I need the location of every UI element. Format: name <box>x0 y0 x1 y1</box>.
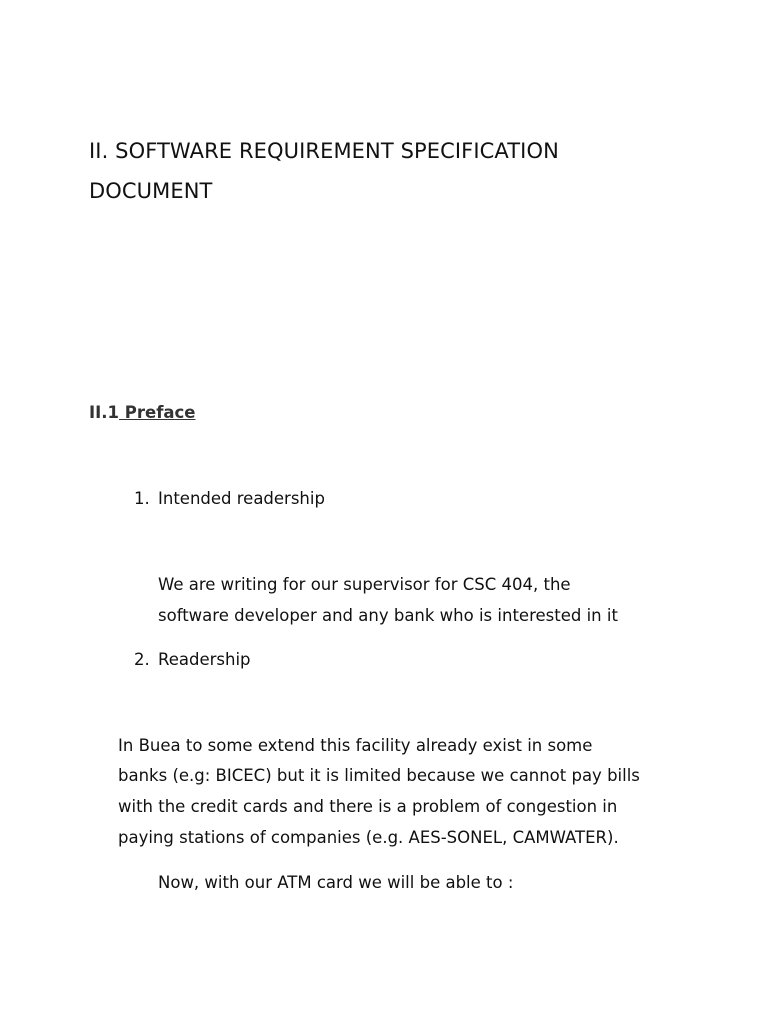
list-item-2 <box>134 649 251 671</box>
item-1-text-line-2: software developer and any bank who is interested in it <box>158 606 618 625</box>
list-item-number: 2. <box>134 650 150 669</box>
item-1-text-line-1: We are writing for our supervisor for CSC 404, the <box>158 575 571 594</box>
document-title-line-1: II. SOFTWARE REQUIREMENT SPECIFICATION <box>89 139 559 163</box>
list-item-label: Readership <box>158 650 251 669</box>
paragraph-line-3: with the credit cards and there is a problem of congestion in <box>118 797 618 816</box>
paragraph-line-1: In Buea to some extend this facility already exist in some <box>118 736 593 755</box>
section-title: Preface <box>119 403 196 422</box>
list-item-label: Intended readership <box>158 489 325 508</box>
list-item-1 <box>134 488 325 510</box>
document-title-line-2: DOCUMENT <box>89 179 213 203</box>
closing-line: Now, with our ATM card we will be able to : <box>158 873 514 892</box>
section-number: II.1 <box>89 403 120 422</box>
section-heading <box>89 402 195 424</box>
paragraph-line-4: paying stations of companies (e.g. AES-SONEL, CAMWATER). <box>118 828 619 847</box>
paragraph-line-2: banks (e.g: BICEC) but it is limited because we cannot pay bills <box>118 766 640 785</box>
list-item-number: 1. <box>134 489 150 508</box>
